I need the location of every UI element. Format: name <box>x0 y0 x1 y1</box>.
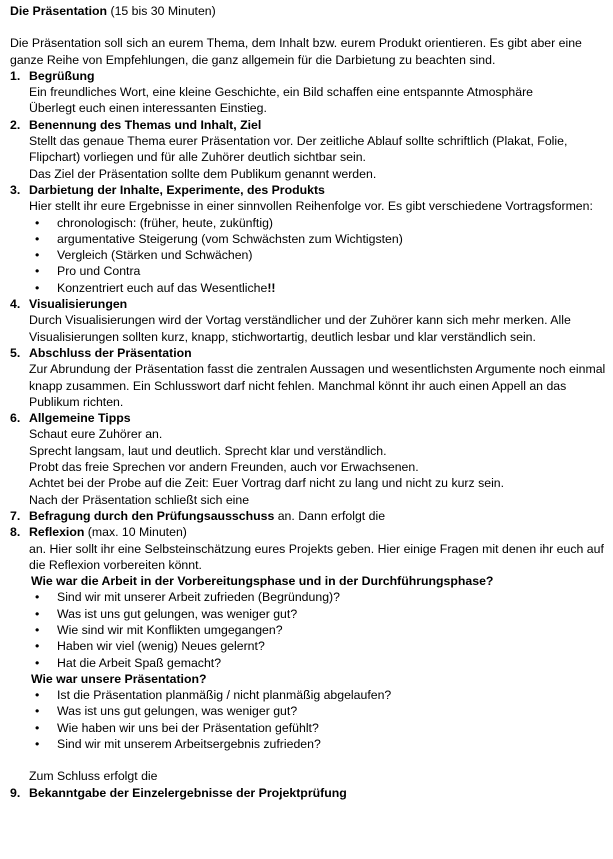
list-item: • Ist die Präsentation planmäßig / nicht planmäßig abgelaufen? <box>29 687 610 703</box>
section-number: 3. <box>10 182 21 197</box>
section-heading-line <box>29 508 610 524</box>
section-tips <box>10 410 610 508</box>
list-item: • chronologisch: (früher, heute, zukünftig) <box>29 215 610 231</box>
list-item <box>29 280 610 296</box>
section-line: Sprecht langsam, laut und deutlich. Sprecht klar und verständlich. <box>29 443 387 458</box>
subsection-heading: Wie war die Arbeit in der Vorbereitungsphase und in der Durchführungsphase? <box>31 574 494 589</box>
document-page <box>10 3 610 801</box>
section-line: Überlegt euch einen interessanten Einstieg. <box>29 101 267 116</box>
list-item: • Wie sind wir mit Konflikten umgegangen? <box>29 622 610 638</box>
list-item: • Wie haben wir uns bei der Präsentation gefühlt? <box>29 720 610 736</box>
section-list <box>10 68 610 801</box>
section-content <box>10 182 610 296</box>
bullet-list <box>29 589 610 670</box>
section-number: 5. <box>10 345 21 360</box>
section-heading: Begrüßung <box>29 68 95 83</box>
list-item: • Was ist uns gut gelungen, was weniger gut? <box>29 703 610 719</box>
list-item: • argumentative Steigerung (vom Schwächsten zum Wichtigsten) <box>29 231 610 247</box>
list-item: • Haben wir viel (wenig) Neues gelernt? <box>29 638 610 654</box>
list-item: • Vergleich (Stärken und Schwächen) <box>29 247 610 263</box>
section-heading: Befragung durch den Prüfungsausschuss <box>29 508 275 523</box>
section-line: Ein freundliches Wort, eine kleine Geschichte, ein Bild schaffen eine entspannte Atmosphäre <box>29 85 534 100</box>
list-item-text: Konzentriert euch auf das Wesentliche <box>57 280 268 295</box>
section-heading: Visualisierungen <box>29 297 128 312</box>
section-reflection <box>10 524 610 784</box>
section-line: Achtet bei der Probe auf die Zeit: Euer Vortrag darf nicht zu lang und nicht zu kurz sein. <box>29 476 505 491</box>
section-heading: Bekanntgabe der Einzelergebnisse der Projektprüfung <box>29 785 347 800</box>
intro-paragraph: Die Präsentation soll sich an eurem Thema, dem Inhalt bzw. eurem Produkt orientieren. Es gibt aber eine ganze Reihe von Empfehlungen, die ganz allgemein für die Darbietung zu beachten sind. <box>10 36 582 67</box>
section-inline-text: (max. 10 Minuten) <box>84 525 187 540</box>
bullet-list <box>29 687 610 752</box>
section-number: 1. <box>10 68 21 83</box>
section-closing: Zum Schluss erfolgt die <box>29 769 158 784</box>
spacer <box>10 19 610 35</box>
section-conclusion <box>10 345 610 410</box>
spacer <box>29 752 610 768</box>
section-line: Durch Visualisierungen wird der Vortag verständlicher und der Zuhörer kann sich mehr merken. Alle Visualisierungen sollten kurz, knapp, stichwortartig, deutlich lesbar und klar verständlich sein. <box>29 313 571 344</box>
section-heading: Reflexion <box>29 525 85 540</box>
list-item: • Was ist uns gut gelungen, was weniger gut? <box>29 606 610 622</box>
section-heading: Darbietung der Inhalte, Experimente, des Produkts <box>29 182 325 197</box>
document-title-line <box>10 3 610 19</box>
section-questioning <box>10 508 610 524</box>
section-line: Das Ziel der Präsentation sollte dem Publikum genannt werden. <box>29 166 377 181</box>
section-number: 2. <box>10 117 21 132</box>
section-line: Nach der Präsentation schließt sich eine <box>29 492 250 507</box>
section-number: 6. <box>10 411 21 426</box>
section-heading-line <box>29 524 610 540</box>
section-visualization <box>10 296 610 345</box>
section-number: 8. <box>10 525 21 540</box>
section-line: Hier stellt ihr eure Ergebnisse in einer sinnvollen Reihenfolge vor. Es gibt verschiedene Vortragsformen: <box>29 199 593 214</box>
bullet-list <box>29 215 610 296</box>
section-heading: Benennung des Themas und Inhalt, Ziel <box>29 117 262 132</box>
list-item: • Pro und Contra <box>29 263 610 279</box>
section-line: an. Hier sollt ihr eine Selbsteinschätzung eures Projekts geben. Hier einige Fragen mit denen ihr euch auf die Reflexion vorbereiten könnt. <box>29 541 604 572</box>
section-greeting <box>10 68 610 117</box>
section-heading: Allgemeine Tipps <box>29 411 131 426</box>
section-line: Zur Abrundung der Präsentation fasst die zentralen Aussagen und wesentlichsten Argumente noch einmal knapp zusammen. Ein Schlusswort darf nicht fehlen. Manchmal könnt ihr auch einen Appell an das Publikum richten. <box>29 362 606 409</box>
list-item: • Sind wir mit unserer Arbeit zufrieden (Begründung)? <box>29 589 610 605</box>
list-item: • Hat die Arbeit Spaß gemacht? <box>29 655 610 671</box>
section-inline-text: an. Dann erfolgt die <box>274 508 386 523</box>
emphasis-mark: !! <box>267 280 276 295</box>
subsection-heading: Wie war unsere Präsentation? <box>31 671 207 686</box>
list-item: • Sind wir mit unserem Arbeitsergebnis zufrieden? <box>29 736 610 752</box>
section-line: Probt das freie Sprechen vor andern Freunden, auch vor Erwachsenen. <box>29 460 419 475</box>
document-title-note: (15 bis 30 Minuten) <box>110 4 216 18</box>
section-line: Schaut eure Zuhörer an. <box>29 427 163 442</box>
document-title: Die Präsentation <box>10 4 108 18</box>
section-number: 7. <box>10 508 21 523</box>
section-line: Stellt das genaue Thema eurer Präsentation vor. Der zeitliche Ablauf sollte schriftlich (Plakat, Folie, Flipchart) vorliegen und für alle Zuhörer deutlich sichtbar sein. <box>29 134 568 165</box>
section-number: 4. <box>10 297 21 312</box>
section-number: 9. <box>10 785 21 800</box>
section-heading: Abschluss der Präsentation <box>29 345 192 360</box>
section-topic <box>10 117 610 182</box>
section-results <box>10 785 610 801</box>
